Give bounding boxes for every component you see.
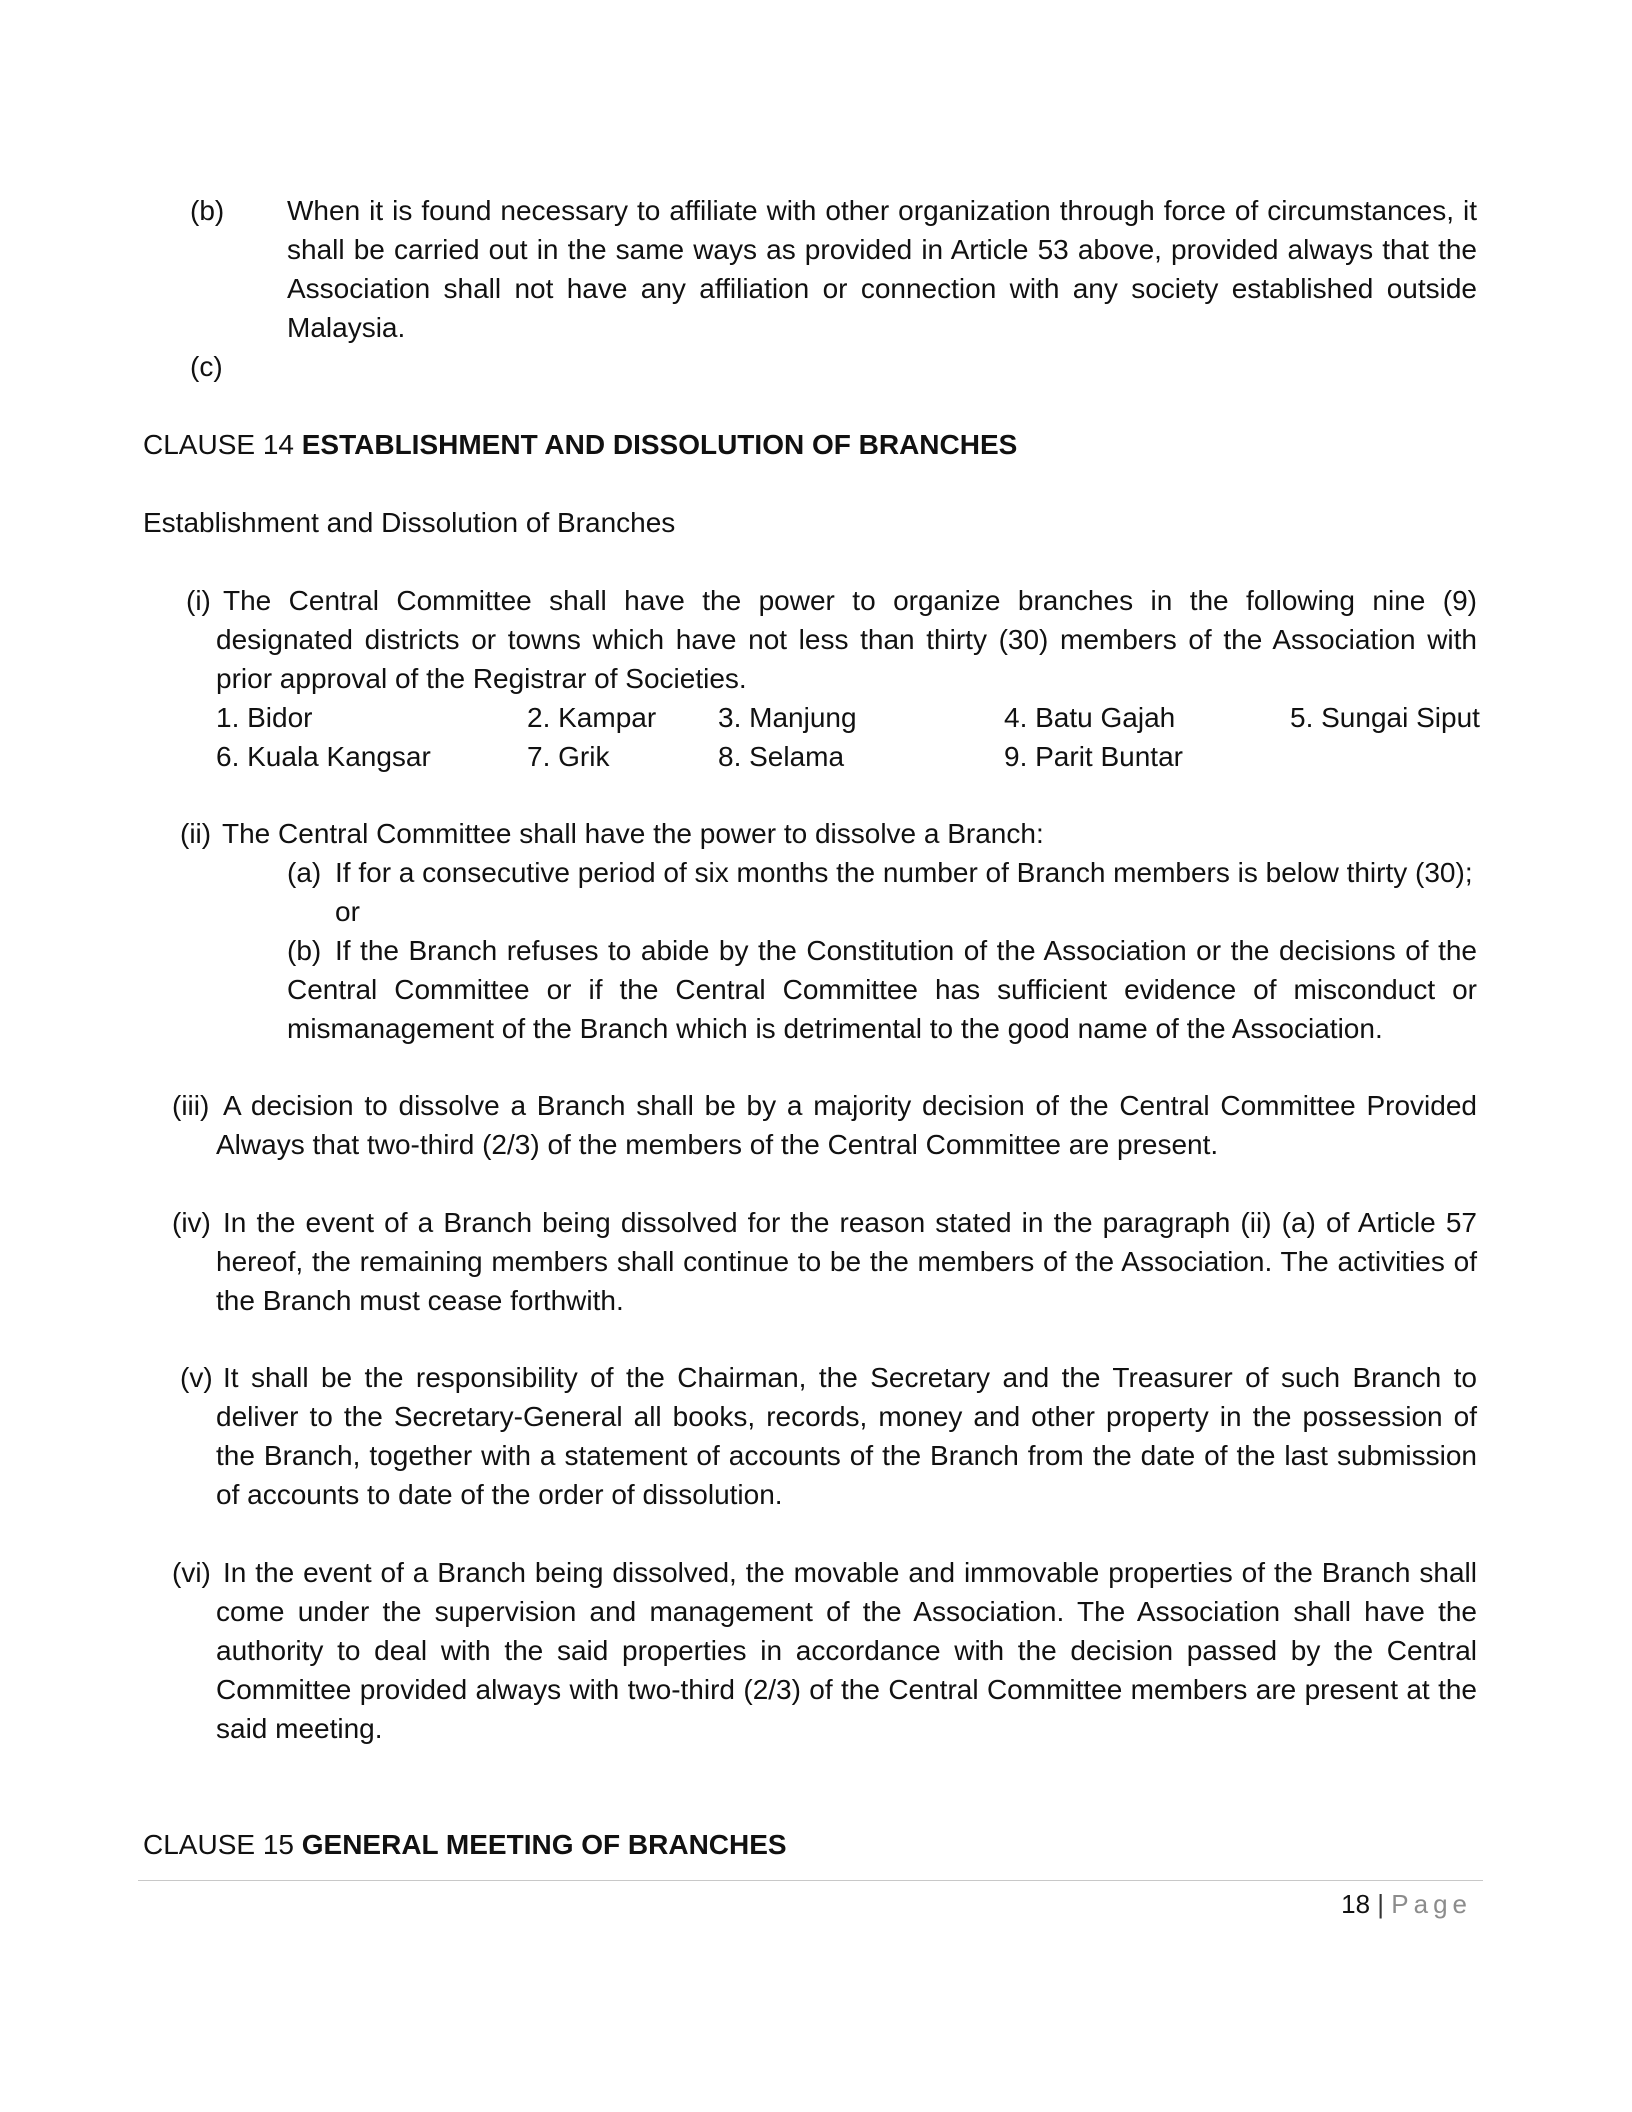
clause-14-prefix: CLAUSE 14 [143,429,294,460]
clause-14-title: ESTABLISHMENT AND DISSOLUTION OF BRANCHES [301,429,1018,460]
clause-14-subheading: Establishment and Dissolution of Branches [143,507,676,538]
item-label-ii-a: (a) [287,857,322,888]
item-text-iv: In the event of a Branch being dissolved for the reason stated in the paragraph (ii) (a) of Article 57 hereof, the remaining members shall continue to be the members of the Association. The activities of the Branch must cease forthwith. [216,1207,1477,1316]
branch-item: 4. Batu Gajah [1004,702,1176,733]
item-label-ii: (ii) [180,818,212,849]
branch-item: 8. Selama [718,741,845,772]
item-text-b: When it is found necessary to affiliate with other organization through force of circumstances, it shall be carried out in the same ways as provided in Article 53 above, provided always that the Association shall not have any affiliation or connection with any society established outside Malaysia. [287,195,1477,343]
item-label-b: (b) [190,195,225,226]
item-label-i: (i) [186,585,211,616]
item-label-iii: (iii) [172,1090,210,1121]
item-label-ii-b: (b) [287,935,322,966]
clause-15-prefix: CLAUSE 15 [143,1829,294,1860]
clause-15-heading [143,1825,787,1864]
branch-item: 2. Kampar [527,702,657,733]
item-label-iv: (iv) [172,1207,211,1238]
item-text-vi: In the event of a Branch being dissolved, the movable and immovable properties of the Branch shall come under the supervision and management of the Association. The Association shall have the authority to deal with the said properties in accordance with the decision passed by the Central Committee provided always with two-third (2/3) of the Central Committee members are present at the said meeting. [216,1557,1477,1744]
item-text-i: The Central Committee shall have the power to organize branches in the following nine (9) designated districts or towns which have not less than thirty (30) members of the Association with prior approval of the Registrar of Societies. [216,585,1477,694]
item-text-ii: The Central Committee shall have the power to dissolve a Branch: [222,818,1044,849]
page-word: Page [1391,1889,1472,1919]
branch-item: 3. Manjung [718,702,857,733]
item-text-v: It shall be the responsibility of the Chairman, the Secretary and the Treasurer of such Branch to deliver to the Secretary-General all books, records, money and other property in the possession of the Branch, together with a statement of accounts of the Branch from the date of the last submission of accounts to date of the order of dissolution. [216,1362,1477,1510]
item-label-c: (c) [190,351,223,382]
item-text-ii-b: If the Branch refuses to abide by the Constitution of the Association or the decisions of the Central Committee or if the Central Committee has sufficient evidence of misconduct or mismanagement of the Branch which is detrimental to the good name of the Association. [287,935,1477,1044]
clause-15-title: GENERAL MEETING OF BRANCHES [301,1829,787,1860]
clause-14-heading [143,425,1017,464]
branch-item: 1. Bidor [216,702,313,733]
item-text-ii-a: If for a consecutive period of six months the number of Branch members is below thirty (30); or [335,857,1473,927]
branch-item: 5. Sungai Siput [1290,702,1480,733]
item-label-vi: (vi) [172,1557,211,1588]
branch-item: 6. Kuala Kangsar [216,741,431,772]
branch-item: 7. Grik [527,741,610,772]
footer-divider [138,1880,1483,1881]
page-footer [1200,1886,1472,1922]
item-text-iii: A decision to dissolve a Branch shall be by a majority decision of the Central Committee Provided Always that two-third (2/3) of the members of the Central Committee are present. [216,1090,1477,1160]
page-number: 18 [1341,1889,1371,1919]
footer-separator: | [1377,1889,1385,1919]
branch-item: 9. Parit Buntar [1004,741,1183,772]
item-label-v: (v) [180,1362,213,1393]
